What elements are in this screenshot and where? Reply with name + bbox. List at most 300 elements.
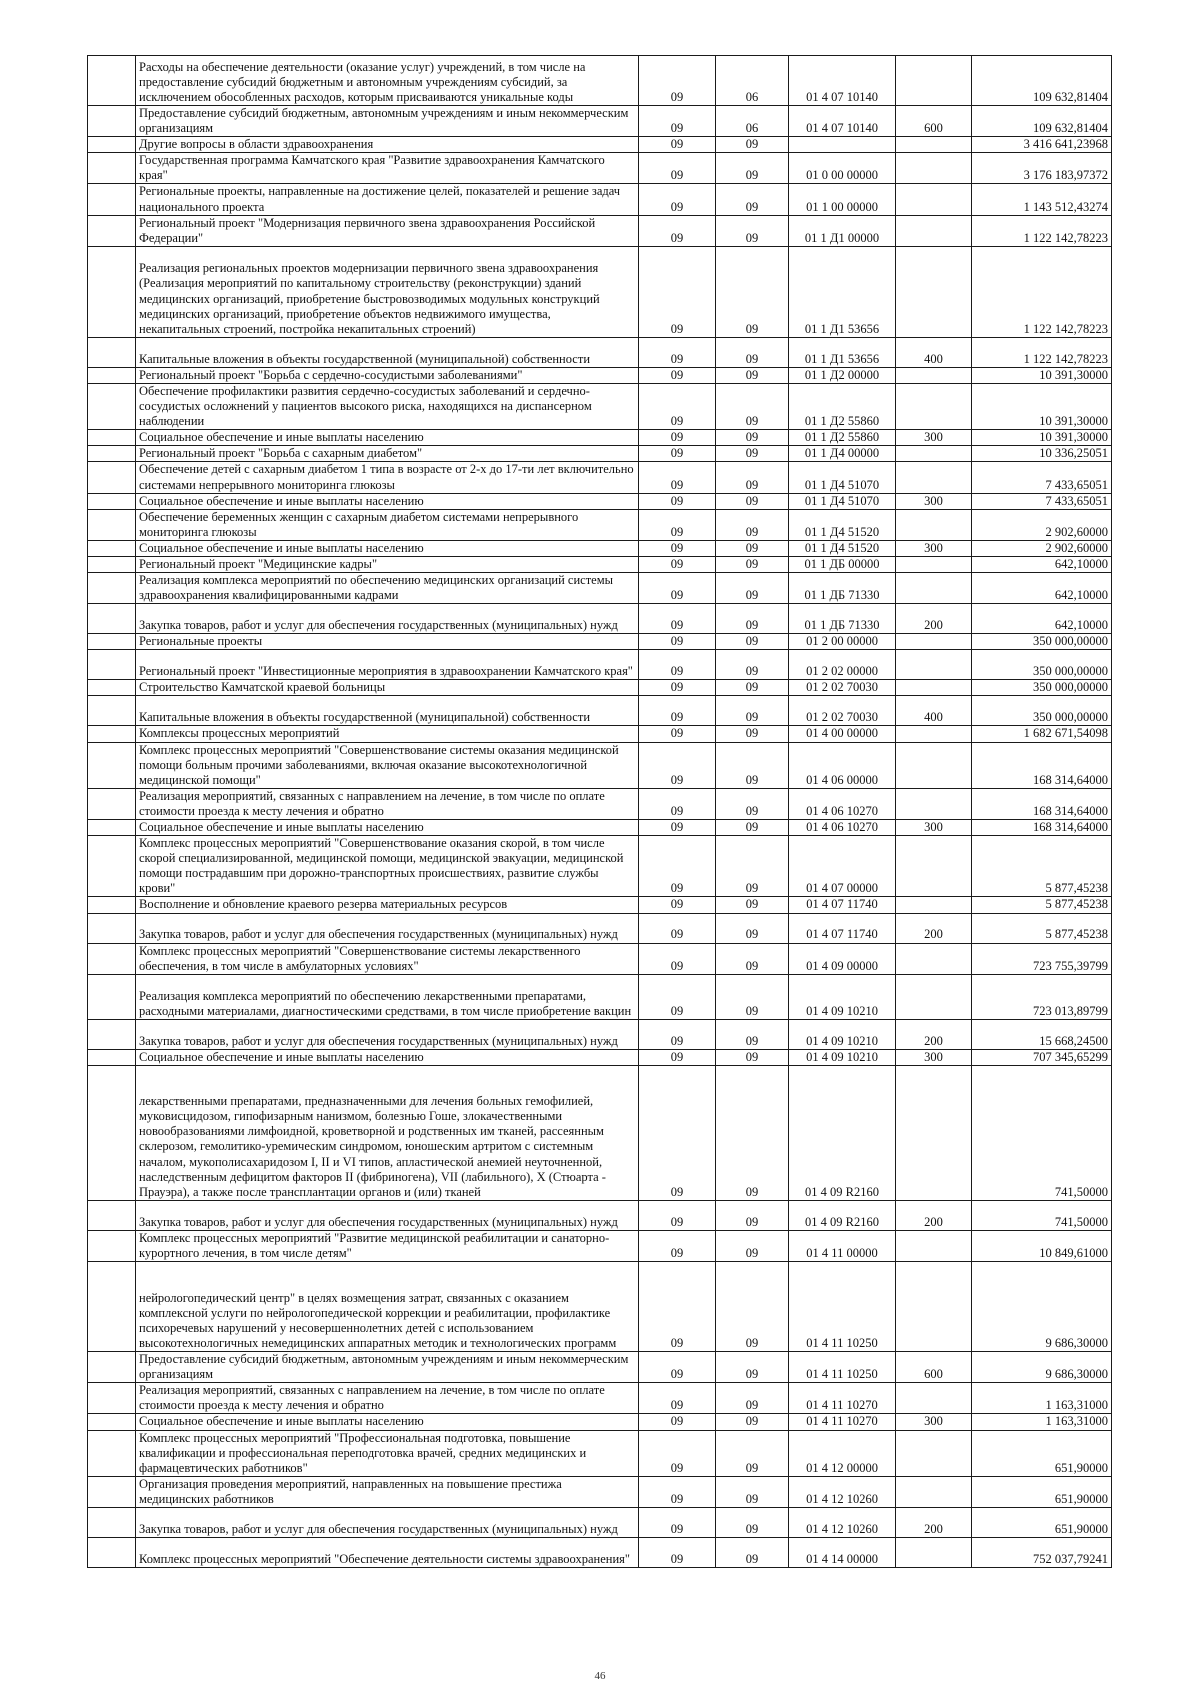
expense-type-cell: 300 bbox=[896, 820, 972, 836]
subsection-code-cell: 09 bbox=[716, 788, 789, 819]
table-row bbox=[88, 696, 1112, 726]
amount-cell: 168 314,64000 bbox=[972, 742, 1112, 788]
row-index-cell bbox=[88, 493, 136, 509]
row-name-cell: Реализация комплекса мероприятий по обеспечению медицинских организаций системы здравоохранения квалифицированными кадрами bbox=[136, 573, 639, 604]
row-index-cell bbox=[88, 1019, 136, 1049]
expense-type-cell bbox=[896, 184, 972, 215]
target-article-cell: 01 2 02 00000 bbox=[789, 650, 896, 680]
target-article-cell: 01 1 ДБ 71330 bbox=[789, 604, 896, 634]
target-article-cell: 01 1 00 00000 bbox=[789, 184, 896, 215]
row-index-cell bbox=[88, 1430, 136, 1476]
target-article-cell: 01 1 Д4 51070 bbox=[789, 493, 896, 509]
table-row bbox=[88, 726, 1112, 742]
row-name-cell: Закупка товаров, работ и услуг для обеспечения государственных (муниципальных) нужд bbox=[136, 1200, 639, 1230]
row-name-cell: Строительство Камчатской краевой больницы bbox=[136, 680, 639, 696]
row-name-cell: Предоставление субсидий бюджетным, автономным учреждениям и иным некоммерческим организациям bbox=[136, 1352, 639, 1383]
row-index-cell bbox=[88, 383, 136, 429]
row-index-cell bbox=[88, 446, 136, 462]
row-name-cell: Государственная программа Камчатского края "Развитие здравоохранения Камчатского края" bbox=[136, 153, 639, 184]
target-article-cell: 01 1 ДБ 71330 bbox=[789, 573, 896, 604]
expense-type-cell bbox=[896, 680, 972, 696]
row-name-cell: Комплекс процессных мероприятий "Развитие медицинской реабилитации и санаторно-курортного лечения, в том числе детям" bbox=[136, 1230, 639, 1261]
target-article-cell: 01 1 Д4 51520 bbox=[789, 509, 896, 540]
row-index-cell bbox=[88, 897, 136, 913]
row-index-cell bbox=[88, 742, 136, 788]
target-article-cell: 01 1 Д1 53656 bbox=[789, 246, 896, 337]
row-index-cell bbox=[88, 1383, 136, 1414]
subsection-code-cell: 09 bbox=[716, 943, 789, 974]
expense-type-cell: 300 bbox=[896, 493, 972, 509]
subsection-code-cell: 06 bbox=[716, 106, 789, 137]
row-name-cell: Реализация мероприятий, связанных с направлением на лечение, в том числе по оплате стоимости проезда к месту лечения и обратно bbox=[136, 1383, 639, 1414]
row-name-cell: Предоставление субсидий бюджетным, автономным учреждениям и иным некоммерческим организациям bbox=[136, 106, 639, 137]
amount-cell: 15 668,24500 bbox=[972, 1019, 1112, 1049]
target-article-cell: 01 4 06 00000 bbox=[789, 742, 896, 788]
row-index-cell bbox=[88, 1065, 136, 1200]
subsection-code-cell: 06 bbox=[716, 56, 789, 106]
table-row bbox=[88, 742, 1112, 788]
section-code-cell: 09 bbox=[639, 540, 716, 556]
row-name-cell: Комплексы процессных мероприятий bbox=[136, 726, 639, 742]
section-code-cell: 09 bbox=[639, 974, 716, 1019]
amount-cell: 350 000,00000 bbox=[972, 650, 1112, 680]
row-name-cell: нейрологопедический центр" в целях возмещения затрат, связанных с оказанием комплексной услуги по нейрологопедической коррекции и реабилитации, профилактике психоречевых нарушений у несовершеннолетних детей с использованием высокотехнологичных немедицинских аппаратных методик и технологических программ bbox=[136, 1262, 639, 1352]
expense-type-cell bbox=[896, 650, 972, 680]
expense-type-cell bbox=[896, 56, 972, 106]
subsection-code-cell: 09 bbox=[716, 556, 789, 572]
table-row bbox=[88, 913, 1112, 943]
table-row bbox=[88, 509, 1112, 540]
table-row bbox=[88, 367, 1112, 383]
target-article-cell: 01 4 11 10250 bbox=[789, 1352, 896, 1383]
table-row bbox=[88, 820, 1112, 836]
section-code-cell: 09 bbox=[639, 1049, 716, 1065]
target-article-cell: 01 0 00 00000 bbox=[789, 153, 896, 184]
subsection-code-cell: 09 bbox=[716, 493, 789, 509]
row-index-cell bbox=[88, 1507, 136, 1537]
table-row bbox=[88, 106, 1112, 137]
table-row bbox=[88, 1476, 1112, 1507]
row-index-cell bbox=[88, 604, 136, 634]
table-row bbox=[88, 1200, 1112, 1230]
budget-table-body bbox=[88, 56, 1112, 1568]
subsection-code-cell: 09 bbox=[716, 680, 789, 696]
target-article-cell: 01 4 11 10250 bbox=[789, 1262, 896, 1352]
target-article-cell: 01 4 06 10270 bbox=[789, 820, 896, 836]
target-article-cell: 01 4 09 00000 bbox=[789, 943, 896, 974]
amount-cell: 723 755,39799 bbox=[972, 943, 1112, 974]
row-index-cell bbox=[88, 430, 136, 446]
expense-type-cell: 300 bbox=[896, 540, 972, 556]
row-name-cell: Региональный проект "Инвестиционные мероприятия в здравоохранении Камчатского края" bbox=[136, 650, 639, 680]
amount-cell: 741,50000 bbox=[972, 1065, 1112, 1200]
subsection-code-cell: 09 bbox=[716, 634, 789, 650]
amount-cell: 752 037,79241 bbox=[972, 1537, 1112, 1567]
table-row bbox=[88, 897, 1112, 913]
table-row bbox=[88, 337, 1112, 367]
row-index-cell bbox=[88, 820, 136, 836]
expense-type-cell: 200 bbox=[896, 1019, 972, 1049]
row-name-cell: Социальное обеспечение и иные выплаты населению bbox=[136, 493, 639, 509]
expense-type-cell: 200 bbox=[896, 913, 972, 943]
amount-cell: 1 682 671,54098 bbox=[972, 726, 1112, 742]
row-index-cell bbox=[88, 1352, 136, 1383]
subsection-code-cell: 09 bbox=[716, 246, 789, 337]
expense-type-cell bbox=[896, 137, 972, 153]
expense-type-cell: 400 bbox=[896, 696, 972, 726]
subsection-code-cell: 09 bbox=[716, 1476, 789, 1507]
subsection-code-cell: 09 bbox=[716, 726, 789, 742]
expense-type-cell bbox=[896, 788, 972, 819]
row-index-cell bbox=[88, 1049, 136, 1065]
row-name-cell: Обеспечение беременных женщин с сахарным диабетом системами непрерывного мониторинга глюкозы bbox=[136, 509, 639, 540]
section-code-cell: 09 bbox=[639, 56, 716, 106]
table-row bbox=[88, 153, 1112, 184]
row-index-cell bbox=[88, 153, 136, 184]
row-index-cell bbox=[88, 573, 136, 604]
row-name-cell: Региональные проекты, направленные на достижение целей, показателей и решение задач национального проекта bbox=[136, 184, 639, 215]
expense-type-cell: 600 bbox=[896, 1352, 972, 1383]
row-index-cell bbox=[88, 726, 136, 742]
row-name-cell: Социальное обеспечение и иные выплаты населению bbox=[136, 1049, 639, 1065]
row-name-cell: Капитальные вложения в объекты государственной (муниципальной) собственности bbox=[136, 696, 639, 726]
row-index-cell bbox=[88, 246, 136, 337]
row-index-cell bbox=[88, 1537, 136, 1567]
section-code-cell: 09 bbox=[639, 184, 716, 215]
table-row bbox=[88, 1537, 1112, 1567]
section-code-cell: 09 bbox=[639, 462, 716, 493]
section-code-cell: 09 bbox=[639, 1019, 716, 1049]
row-name-cell: Региональный проект "Борьба с сахарным диабетом" bbox=[136, 446, 639, 462]
amount-cell: 3 416 641,23968 bbox=[972, 137, 1112, 153]
table-row bbox=[88, 943, 1112, 974]
amount-cell: 7 433,65051 bbox=[972, 462, 1112, 493]
target-article-cell: 01 2 02 70030 bbox=[789, 680, 896, 696]
table-row bbox=[88, 1065, 1112, 1200]
table-row bbox=[88, 1507, 1112, 1537]
amount-cell: 168 314,64000 bbox=[972, 788, 1112, 819]
row-index-cell bbox=[88, 788, 136, 819]
row-name-cell: Закупка товаров, работ и услуг для обеспечения государственных (муниципальных) нужд bbox=[136, 1019, 639, 1049]
section-code-cell: 09 bbox=[639, 604, 716, 634]
amount-cell: 1 122 142,78223 bbox=[972, 337, 1112, 367]
amount-cell: 3 176 183,97372 bbox=[972, 153, 1112, 184]
target-article-cell: 01 4 07 00000 bbox=[789, 836, 896, 897]
row-name-cell: Комплекс процессных мероприятий "Совершенствование оказания скорой, в том числе скорой специализированной, медицинской помощи, медицинской эвакуации, медицинской помощи пострадавшим при дорожно-транспортных происшествиях, развитие службы крови" bbox=[136, 836, 639, 897]
target-article-cell: 01 1 ДБ 00000 bbox=[789, 556, 896, 572]
row-index-cell bbox=[88, 696, 136, 726]
section-code-cell: 09 bbox=[639, 106, 716, 137]
row-name-cell: Реализация мероприятий, связанных с направлением на лечение, в том числе по оплате стоимости проезда к месту лечения и обратно bbox=[136, 788, 639, 819]
subsection-code-cell: 09 bbox=[716, 153, 789, 184]
subsection-code-cell: 09 bbox=[716, 974, 789, 1019]
expense-type-cell bbox=[896, 1065, 972, 1200]
table-row bbox=[88, 1049, 1112, 1065]
amount-cell: 5 877,45238 bbox=[972, 836, 1112, 897]
row-index-cell bbox=[88, 556, 136, 572]
target-article-cell: 01 4 09 10210 bbox=[789, 974, 896, 1019]
table-row bbox=[88, 1414, 1112, 1430]
subsection-code-cell: 09 bbox=[716, 1352, 789, 1383]
table-row bbox=[88, 1019, 1112, 1049]
target-article-cell: 01 4 09 10210 bbox=[789, 1049, 896, 1065]
table-row bbox=[88, 1230, 1112, 1261]
table-row bbox=[88, 184, 1112, 215]
amount-cell: 741,50000 bbox=[972, 1200, 1112, 1230]
expense-type-cell bbox=[896, 215, 972, 246]
subsection-code-cell: 09 bbox=[716, 836, 789, 897]
amount-cell: 5 877,45238 bbox=[972, 897, 1112, 913]
amount-cell: 651,90000 bbox=[972, 1430, 1112, 1476]
subsection-code-cell: 09 bbox=[716, 696, 789, 726]
subsection-code-cell: 09 bbox=[716, 509, 789, 540]
target-article-cell: 01 1 Д2 55860 bbox=[789, 383, 896, 429]
subsection-code-cell: 09 bbox=[716, 1230, 789, 1261]
target-article-cell: 01 4 11 10270 bbox=[789, 1383, 896, 1414]
expense-type-cell bbox=[896, 1230, 972, 1261]
table-row bbox=[88, 974, 1112, 1019]
section-code-cell: 09 bbox=[639, 367, 716, 383]
row-name-cell: Закупка товаров, работ и услуг для обеспечения государственных (муниципальных) нужд bbox=[136, 913, 639, 943]
page-content bbox=[87, 55, 1111, 1568]
subsection-code-cell: 09 bbox=[716, 742, 789, 788]
target-article-cell: 01 1 Д1 53656 bbox=[789, 337, 896, 367]
page-number: 46 bbox=[594, 1670, 606, 1682]
expense-type-cell: 200 bbox=[896, 1507, 972, 1537]
expense-type-cell bbox=[896, 153, 972, 184]
row-name-cell: Реализация региональных проектов модернизации первичного звена здравоохранения (Реализация мероприятий по капитальному строительству (реконструкции) зданий медицинских организаций, приобретение быстровозводимых модульных конструкций медицинских организаций, приобретение объектов недвижимого имущества, некапитальных строений, постройка некапитальных строений) bbox=[136, 246, 639, 337]
target-article-cell: 01 1 Д4 51070 bbox=[789, 462, 896, 493]
amount-cell: 1 122 142,78223 bbox=[972, 246, 1112, 337]
amount-cell: 9 686,30000 bbox=[972, 1262, 1112, 1352]
table-row bbox=[88, 540, 1112, 556]
row-index-cell bbox=[88, 367, 136, 383]
target-article-cell: 01 4 14 00000 bbox=[789, 1537, 896, 1567]
section-code-cell: 09 bbox=[639, 1230, 716, 1261]
section-code-cell: 09 bbox=[639, 943, 716, 974]
table-row bbox=[88, 56, 1112, 106]
section-code-cell: 09 bbox=[639, 680, 716, 696]
target-article-cell: 01 4 09 R2160 bbox=[789, 1200, 896, 1230]
target-article-cell: 01 4 07 11740 bbox=[789, 913, 896, 943]
expense-type-cell bbox=[896, 943, 972, 974]
expense-type-cell: 600 bbox=[896, 106, 972, 137]
subsection-code-cell: 09 bbox=[716, 913, 789, 943]
row-index-cell bbox=[88, 1262, 136, 1352]
table-row bbox=[88, 1262, 1112, 1352]
amount-cell: 707 345,65299 bbox=[972, 1049, 1112, 1065]
section-code-cell: 09 bbox=[639, 897, 716, 913]
subsection-code-cell: 09 bbox=[716, 184, 789, 215]
target-article-cell: 01 2 02 70030 bbox=[789, 696, 896, 726]
expense-type-cell bbox=[896, 573, 972, 604]
row-index-cell bbox=[88, 836, 136, 897]
amount-cell: 7 433,65051 bbox=[972, 493, 1112, 509]
row-name-cell: Другие вопросы в области здравоохранения bbox=[136, 137, 639, 153]
row-index-cell bbox=[88, 462, 136, 493]
section-code-cell: 09 bbox=[639, 556, 716, 572]
subsection-code-cell: 09 bbox=[716, 820, 789, 836]
expense-type-cell bbox=[896, 509, 972, 540]
expense-type-cell bbox=[896, 446, 972, 462]
target-article-cell: 01 1 Д1 00000 bbox=[789, 215, 896, 246]
amount-cell: 350 000,00000 bbox=[972, 680, 1112, 696]
row-name-cell: Закупка товаров, работ и услуг для обеспечения государственных (муниципальных) нужд bbox=[136, 604, 639, 634]
table-row bbox=[88, 634, 1112, 650]
amount-cell: 1 122 142,78223 bbox=[972, 215, 1112, 246]
row-name-cell: Обеспечение детей с сахарным диабетом 1 типа в возрасте от 2-х до 17-ти лет включительно системами непрерывного мониторинга глюкозы bbox=[136, 462, 639, 493]
row-index-cell bbox=[88, 680, 136, 696]
amount-cell: 642,10000 bbox=[972, 573, 1112, 604]
expense-type-cell bbox=[896, 367, 972, 383]
expense-type-cell bbox=[896, 1537, 972, 1567]
target-article-cell bbox=[789, 137, 896, 153]
row-index-cell bbox=[88, 650, 136, 680]
subsection-code-cell: 09 bbox=[716, 1507, 789, 1537]
target-article-cell: 01 4 11 10270 bbox=[789, 1414, 896, 1430]
row-index-cell bbox=[88, 943, 136, 974]
expense-type-cell: 300 bbox=[896, 1414, 972, 1430]
section-code-cell: 09 bbox=[639, 215, 716, 246]
row-index-cell bbox=[88, 56, 136, 106]
subsection-code-cell: 09 bbox=[716, 462, 789, 493]
row-index-cell bbox=[88, 540, 136, 556]
subsection-code-cell: 09 bbox=[716, 604, 789, 634]
subsection-code-cell: 09 bbox=[716, 1383, 789, 1414]
section-code-cell: 09 bbox=[639, 634, 716, 650]
section-code-cell: 09 bbox=[639, 696, 716, 726]
row-index-cell bbox=[88, 137, 136, 153]
table-row bbox=[88, 215, 1112, 246]
section-code-cell: 09 bbox=[639, 726, 716, 742]
row-name-cell: Реализация комплекса мероприятий по обеспечению лекарственными препаратами, расходными материалами, диагностическими средствами, в том числе приобретение вакцин bbox=[136, 974, 639, 1019]
amount-cell: 350 000,00000 bbox=[972, 634, 1112, 650]
expense-type-cell bbox=[896, 726, 972, 742]
section-code-cell: 09 bbox=[639, 1507, 716, 1537]
target-article-cell: 01 1 Д2 00000 bbox=[789, 367, 896, 383]
table-row bbox=[88, 383, 1112, 429]
target-article-cell: 01 1 Д2 55860 bbox=[789, 430, 896, 446]
subsection-code-cell: 09 bbox=[716, 215, 789, 246]
subsection-code-cell: 09 bbox=[716, 446, 789, 462]
table-row bbox=[88, 246, 1112, 337]
row-name-cell: Комплекс процессных мероприятий "Совершенствование системы лекарственного обеспечения, в том числе в амбулаторных условиях" bbox=[136, 943, 639, 974]
row-name-cell: Комплекс процессных мероприятий "Совершенствование системы оказания медицинской помощи больным прочими заболеваниями, включая оказание высокотехнологичной медицинской помощи" bbox=[136, 742, 639, 788]
row-name-cell: Социальное обеспечение и иные выплаты населению bbox=[136, 430, 639, 446]
amount-cell: 9 686,30000 bbox=[972, 1352, 1112, 1383]
row-name-cell: Восполнение и обновление краевого резерва материальных ресурсов bbox=[136, 897, 639, 913]
expense-type-cell bbox=[896, 634, 972, 650]
target-article-cell: 01 4 09 R2160 bbox=[789, 1065, 896, 1200]
row-index-cell bbox=[88, 184, 136, 215]
table-row bbox=[88, 788, 1112, 819]
row-index-cell bbox=[88, 337, 136, 367]
section-code-cell: 09 bbox=[639, 913, 716, 943]
row-index-cell bbox=[88, 1476, 136, 1507]
target-article-cell: 01 4 12 00000 bbox=[789, 1430, 896, 1476]
section-code-cell: 09 bbox=[639, 573, 716, 604]
expense-type-cell bbox=[896, 974, 972, 1019]
target-article-cell: 01 4 09 10210 bbox=[789, 1019, 896, 1049]
target-article-cell: 01 4 07 10140 bbox=[789, 106, 896, 137]
amount-cell: 651,90000 bbox=[972, 1507, 1112, 1537]
amount-cell: 642,10000 bbox=[972, 556, 1112, 572]
row-index-cell bbox=[88, 634, 136, 650]
section-code-cell: 09 bbox=[639, 337, 716, 367]
amount-cell: 1 163,31000 bbox=[972, 1383, 1112, 1414]
target-article-cell: 01 4 11 00000 bbox=[789, 1230, 896, 1261]
table-row bbox=[88, 573, 1112, 604]
section-code-cell: 09 bbox=[639, 1537, 716, 1567]
subsection-code-cell: 09 bbox=[716, 1262, 789, 1352]
amount-cell: 723 013,89799 bbox=[972, 974, 1112, 1019]
expense-type-cell: 200 bbox=[896, 1200, 972, 1230]
target-article-cell: 01 4 12 10260 bbox=[789, 1476, 896, 1507]
section-code-cell: 09 bbox=[639, 650, 716, 680]
expense-type-cell bbox=[896, 556, 972, 572]
amount-cell: 5 877,45238 bbox=[972, 913, 1112, 943]
subsection-code-cell: 09 bbox=[716, 1414, 789, 1430]
amount-cell: 168 314,64000 bbox=[972, 820, 1112, 836]
row-name-cell: Организация проведения мероприятий, направленных на повышение престижа медицинских работников bbox=[136, 1476, 639, 1507]
amount-cell: 1 163,31000 bbox=[972, 1414, 1112, 1430]
section-code-cell: 09 bbox=[639, 446, 716, 462]
section-code-cell: 09 bbox=[639, 836, 716, 897]
table-row bbox=[88, 1352, 1112, 1383]
table-row bbox=[88, 430, 1112, 446]
table-row bbox=[88, 556, 1112, 572]
section-code-cell: 09 bbox=[639, 1383, 716, 1414]
row-index-cell bbox=[88, 215, 136, 246]
row-name-cell: Комплекс процессных мероприятий "Обеспечение деятельности системы здравоохранения" bbox=[136, 1537, 639, 1567]
section-code-cell: 09 bbox=[639, 742, 716, 788]
row-name-cell: лекарственными препаратами, предназначенными для лечения больных гемофилией, муковисцидозом, гипофизарным нанизмом, болезнью Гоше, злокачественными новообразованиями лимфоидной, кроветворной и родственных им тканей, рассеянным склерозом, гемолитико-уремическим синдромом, юношеским артритом с системным началом, мукополисахаридозом I, II и VI типов, апластической анемией неуточненной, наследственным дефицитом факторов II (фибриногена), VII (лабильного), X (Стюарта - Прауэра), а также после трансплантации органов и (или) тканей bbox=[136, 1065, 639, 1200]
table-row bbox=[88, 604, 1112, 634]
row-name-cell: Социальное обеспечение и иные выплаты населению bbox=[136, 820, 639, 836]
row-name-cell: Социальное обеспечение и иные выплаты населению bbox=[136, 1414, 639, 1430]
table-row bbox=[88, 680, 1112, 696]
table-row bbox=[88, 493, 1112, 509]
expense-type-cell bbox=[896, 1476, 972, 1507]
row-name-cell: Обеспечение профилактики развития сердечно-сосудистых заболеваний и сердечно-сосудистых осложнений у пациентов высокого риска, находящихся на диспансерном наблюдении bbox=[136, 383, 639, 429]
section-code-cell: 09 bbox=[639, 1352, 716, 1383]
expense-type-cell bbox=[896, 742, 972, 788]
expense-type-cell: 200 bbox=[896, 604, 972, 634]
section-code-cell: 09 bbox=[639, 1200, 716, 1230]
amount-cell: 10 849,61000 bbox=[972, 1230, 1112, 1261]
row-name-cell: Капитальные вложения в объекты государственной (муниципальной) собственности bbox=[136, 337, 639, 367]
subsection-code-cell: 09 bbox=[716, 430, 789, 446]
row-name-cell: Региональный проект "Модернизация первичного звена здравоохранения Российской Федерации" bbox=[136, 215, 639, 246]
row-index-cell bbox=[88, 106, 136, 137]
table-row bbox=[88, 650, 1112, 680]
row-index-cell bbox=[88, 974, 136, 1019]
target-article-cell: 01 4 00 00000 bbox=[789, 726, 896, 742]
expense-type-cell: 300 bbox=[896, 430, 972, 446]
subsection-code-cell: 09 bbox=[716, 573, 789, 604]
expense-type-cell bbox=[896, 836, 972, 897]
subsection-code-cell: 09 bbox=[716, 383, 789, 429]
table-row bbox=[88, 836, 1112, 897]
section-code-cell: 09 bbox=[639, 430, 716, 446]
section-code-cell: 09 bbox=[639, 153, 716, 184]
row-index-cell bbox=[88, 509, 136, 540]
row-index-cell bbox=[88, 1230, 136, 1261]
section-code-cell: 09 bbox=[639, 509, 716, 540]
subsection-code-cell: 09 bbox=[716, 540, 789, 556]
subsection-code-cell: 09 bbox=[716, 367, 789, 383]
target-article-cell: 01 2 00 00000 bbox=[789, 634, 896, 650]
